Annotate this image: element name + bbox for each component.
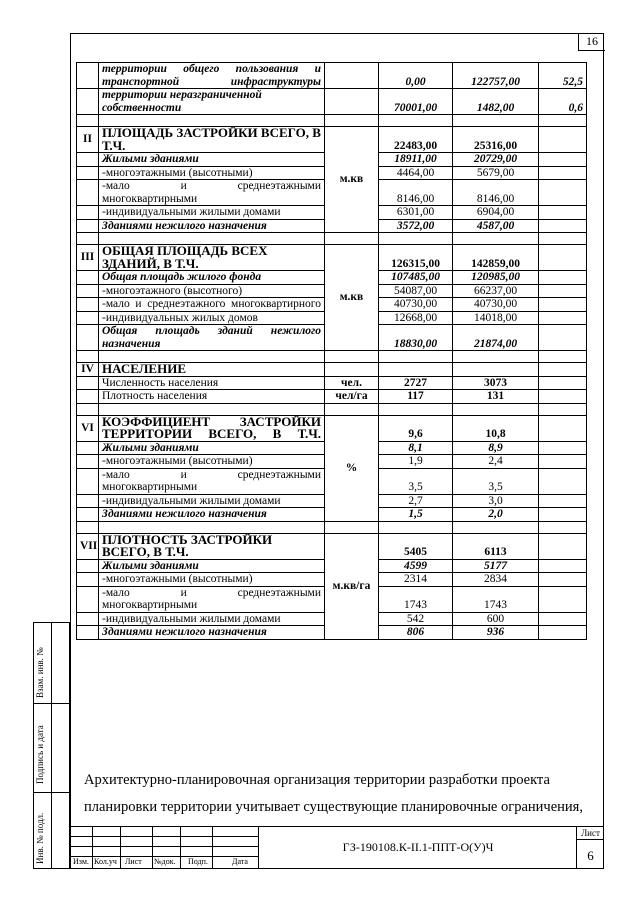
value-projected: 5679,00 [453, 166, 539, 180]
indicator-name: -мало и среднеэтажными многоквартирными [99, 586, 325, 612]
indicator-name: НАСЕЛЕНИЕ [99, 363, 325, 377]
value-percent [539, 494, 587, 508]
hdr-kol-uch: Кол.уч [94, 857, 117, 866]
signature-date-label: Подпись и дата [35, 725, 45, 784]
indicators-table [76, 62, 587, 640]
value-percent [539, 612, 587, 626]
hdr-data: Дата [232, 857, 248, 866]
unit-cell [325, 363, 379, 377]
indicator-name: -индивидуальными жилыми домами [99, 612, 325, 626]
indicator-name: -многоэтажными (высотными) [99, 455, 325, 469]
indicator-name: -индивидуальными жилыми домами [99, 206, 325, 220]
unit-cell: чел. [325, 376, 379, 390]
unit-cell: м.кв [325, 245, 379, 351]
indicator-name: -мало и среднеэтажного многоквартирного [99, 298, 325, 312]
value-percent [539, 586, 587, 612]
indicator-name: Зданиями нежилого назначения [99, 219, 325, 233]
indicator-name: Жилыми зданиями [99, 441, 325, 455]
section-number [77, 63, 99, 89]
section-number [77, 559, 99, 573]
indicator-name: Зданиями нежилого назначения [99, 626, 325, 640]
value-existing: 2727 [379, 376, 453, 390]
value-existing: 1,9 [379, 455, 453, 469]
section-number [77, 271, 99, 285]
indicator-name: ПЛОЩАДЬ ЗАСТРОЙКИ ВСЕГО, В Т.Ч. [99, 127, 325, 153]
value-existing: 54087,00 [379, 284, 453, 298]
indicator-name: территории неразграниченной собственности [99, 89, 325, 115]
value-projected: 20729,00 [453, 153, 539, 167]
value-projected: 1743 [453, 586, 539, 612]
section-number [77, 325, 99, 351]
value-existing [379, 363, 453, 377]
table-row [77, 127, 587, 153]
replacement-inv-label: Взам. инв. № [35, 647, 45, 698]
section-number: VII [77, 533, 99, 559]
section-number [77, 219, 99, 233]
value-existing: 8,1 [379, 441, 453, 455]
value-existing: 3572,00 [379, 219, 453, 233]
value-existing: 126315,00 [379, 245, 453, 271]
value-projected: 6904,00 [453, 206, 539, 220]
value-projected: 40730,00 [453, 298, 539, 312]
value-projected: 600 [453, 612, 539, 626]
value-percent [539, 508, 587, 522]
value-projected: 122757,00 [453, 63, 539, 89]
table-row [77, 63, 587, 89]
value-existing: 117 [379, 390, 453, 404]
value-existing: 4599 [379, 559, 453, 573]
value-percent [539, 219, 587, 233]
section-number [77, 311, 99, 325]
section-number [77, 206, 99, 220]
indicator-name: Жилыми зданиями [99, 153, 325, 167]
value-percent [539, 153, 587, 167]
page-number: 16 [578, 33, 605, 51]
section-number: VI [77, 415, 99, 441]
section-number [77, 153, 99, 167]
value-existing: 806 [379, 626, 453, 640]
value-projected: 8,9 [453, 441, 539, 455]
value-percent [539, 455, 587, 469]
value-existing: 107485,00 [379, 271, 453, 285]
section-number [77, 298, 99, 312]
value-projected: 120985,00 [453, 271, 539, 285]
unit-cell: м.кв [325, 127, 379, 233]
unit-cell: м.кв/га [325, 533, 379, 639]
indicator-name: -мало и среднеэтажными многоквартирными [99, 468, 325, 494]
table-row [77, 390, 587, 404]
value-percent: 0,6 [539, 89, 587, 115]
section-number [77, 508, 99, 522]
value-existing: 22483,00 [379, 127, 453, 153]
value-existing: 5405 [379, 533, 453, 559]
section-number [77, 376, 99, 390]
value-percent [539, 390, 587, 404]
value-projected: 66237,00 [453, 284, 539, 298]
value-percent [539, 533, 587, 559]
value-percent [539, 559, 587, 573]
value-existing: 12668,00 [379, 311, 453, 325]
section-number: II [77, 127, 99, 153]
value-existing: 6301,00 [379, 206, 453, 220]
section-number [77, 494, 99, 508]
value-percent [539, 311, 587, 325]
hdr-izm: Изм. [73, 857, 89, 866]
value-existing: 2,7 [379, 494, 453, 508]
value-percent [539, 573, 587, 587]
table-row [77, 363, 587, 377]
value-percent [539, 180, 587, 206]
section-number [77, 166, 99, 180]
indicator-name: -многоэтажными (высотными) [99, 166, 325, 180]
inv-number-label: Инв. № подл. [35, 812, 45, 864]
value-projected: 10,8 [453, 415, 539, 441]
section-number [77, 284, 99, 298]
section-number [77, 586, 99, 612]
value-existing: 542 [379, 612, 453, 626]
unit-cell: % [325, 415, 379, 521]
value-projected: 21874,00 [453, 325, 539, 351]
unit-cell [325, 89, 379, 115]
paragraph-line-1: Архитектурно-планировочная организация территории разработки проекта [84, 772, 550, 788]
value-percent [539, 441, 587, 455]
indicator-name: Жилыми зданиями [99, 559, 325, 573]
section-number [77, 573, 99, 587]
value-percent [539, 298, 587, 312]
value-projected: 6113 [453, 533, 539, 559]
hdr-podp: Подп. [188, 857, 208, 866]
value-percent [539, 245, 587, 271]
value-projected: 2,0 [453, 508, 539, 522]
value-projected: 142859,00 [453, 245, 539, 271]
indicator-name: Зданиями нежилого назначения [99, 508, 325, 522]
unit-cell [325, 63, 379, 89]
sheet-number: 6 [587, 848, 594, 863]
value-percent [539, 284, 587, 298]
indicator-name: Общая площадь зданий нежилого назначения [99, 325, 325, 351]
section-number [77, 441, 99, 455]
hdr-ndok: №док. [154, 857, 176, 866]
value-percent [539, 166, 587, 180]
value-projected: 1482,00 [453, 89, 539, 115]
indicator-name: -многоэтажного (высотного) [99, 284, 325, 298]
indicator-name: -мало и среднеэтажными многоквартирными [99, 180, 325, 206]
value-existing: 9,6 [379, 415, 453, 441]
section-number [77, 89, 99, 115]
indicator-name: ОБЩАЯ ПЛОЩАДЬ ВСЕХ ЗДАНИЙ, В Т.Ч. [99, 245, 325, 271]
value-existing: 40730,00 [379, 298, 453, 312]
sheet-label: Лист [581, 828, 600, 838]
value-existing: 0,00 [379, 63, 453, 89]
value-existing: 1,5 [379, 508, 453, 522]
value-projected: 131 [453, 390, 539, 404]
value-projected: 936 [453, 626, 539, 640]
value-existing: 8146,00 [379, 180, 453, 206]
table-row [77, 415, 587, 441]
document-code: ГЗ-190108.К-II.1-ППТ-О(У)Ч [342, 840, 494, 854]
value-projected: 3,5 [453, 468, 539, 494]
paragraph-line-2: планировки территории учитывает существующие планировочные ограничения, [84, 799, 583, 815]
value-existing: 2314 [379, 573, 453, 587]
indicator-name: Общая площадь жилого фонда [99, 271, 325, 285]
value-projected: 3,0 [453, 494, 539, 508]
value-projected [453, 363, 539, 377]
table-row [77, 245, 587, 271]
section-number [77, 180, 99, 206]
table-row [77, 533, 587, 559]
indicator-name: Плотность населения [99, 390, 325, 404]
value-percent [539, 468, 587, 494]
value-projected: 5177 [453, 559, 539, 573]
value-percent [539, 127, 587, 153]
value-existing: 18830,00 [379, 325, 453, 351]
section-number [77, 455, 99, 469]
value-projected: 8146,00 [453, 180, 539, 206]
side-stamp [33, 622, 70, 869]
value-existing: 1743 [379, 586, 453, 612]
value-percent [539, 363, 587, 377]
table-row [77, 376, 587, 390]
value-projected: 2834 [453, 573, 539, 587]
value-existing: 4464,00 [379, 166, 453, 180]
section-number [77, 468, 99, 494]
indicator-name: ПЛОТНОСТЬ ЗАСТРОЙКИ ВСЕГО, В Т.Ч. [99, 533, 325, 559]
title-block [70, 826, 604, 869]
section-number: IV [77, 363, 99, 377]
value-percent [539, 325, 587, 351]
value-percent [539, 376, 587, 390]
value-percent [539, 626, 587, 640]
indicator-name: -индивидуальных жилых домов [99, 311, 325, 325]
value-existing: 18911,00 [379, 153, 453, 167]
indicator-name: КОЭФФИЦИЕНТ ЗАСТРОЙКИ ТЕРРИТОРИИ ВСЕГО, В Т.Ч. [99, 415, 325, 441]
section-number [77, 612, 99, 626]
value-projected: 2,4 [453, 455, 539, 469]
table-row [77, 89, 587, 115]
value-percent [539, 206, 587, 220]
indicator-name: территории общего пользования и транспортной инфраструктуры [99, 63, 325, 89]
value-percent [539, 415, 587, 441]
value-projected: 4587,00 [453, 219, 539, 233]
indicator-name: -индивидуальными жилыми домами [99, 494, 325, 508]
section-number [77, 626, 99, 640]
section-number [77, 390, 99, 404]
value-existing: 70001,00 [379, 89, 453, 115]
section-number: III [77, 245, 99, 271]
value-percent [539, 271, 587, 285]
value-projected: 3073 [453, 376, 539, 390]
unit-cell: чел/га [325, 390, 379, 404]
hdr-list: Лист [125, 857, 142, 866]
value-projected: 14018,00 [453, 311, 539, 325]
value-projected: 25316,00 [453, 127, 539, 153]
indicator-name: Численность населения [99, 376, 325, 390]
indicator-name: -многоэтажными (высотными) [99, 573, 325, 587]
value-existing: 3,5 [379, 468, 453, 494]
value-percent: 52,5 [539, 63, 587, 89]
